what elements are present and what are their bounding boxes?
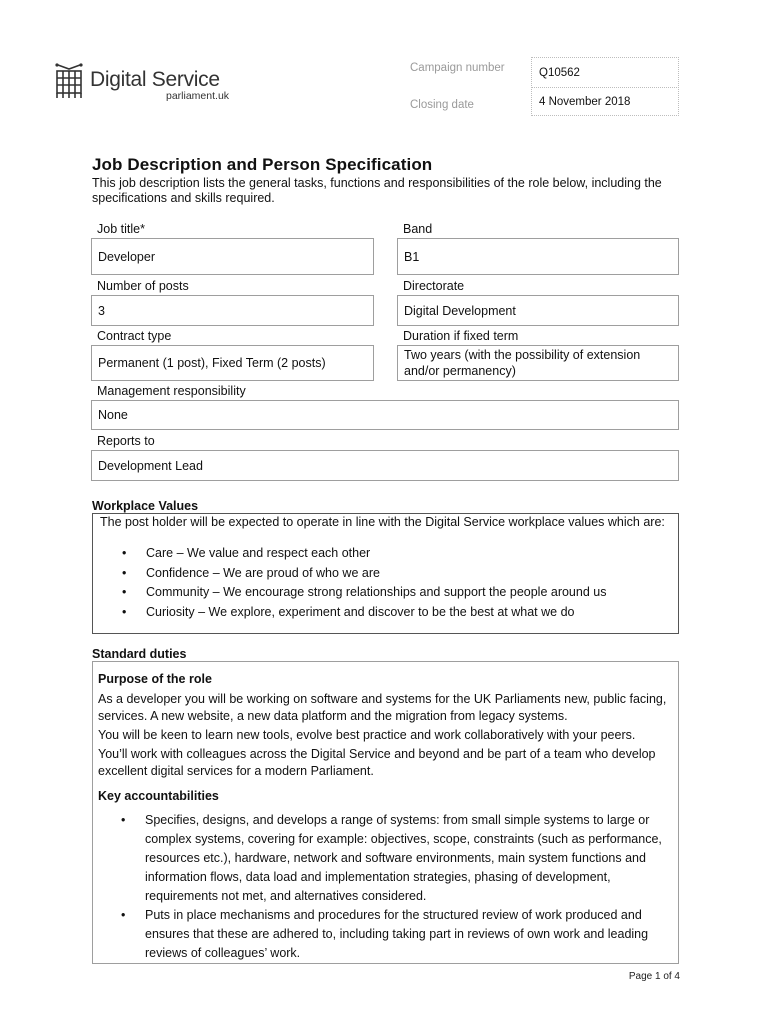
campaign-label: Campaign number <box>410 62 505 74</box>
logo-sub: parliament.uk <box>166 90 230 102</box>
posts-label: Number of posts <box>97 279 189 293</box>
posts-field: 3 <box>91 295 374 326</box>
accountabilities-list <box>93 811 675 963</box>
band-label: Band <box>403 222 433 236</box>
directorate-field: Digital Development <box>397 295 679 326</box>
logo <box>52 62 242 104</box>
duration-field: Two years (with the possibility of extension and/or permanency) <box>397 345 679 381</box>
key-accountabilities-heading: Key accountabilities <box>98 789 219 803</box>
campaign-value: Q10562 <box>531 57 679 88</box>
duration-label: Duration if fixed term <box>403 329 519 343</box>
band-field: B1 <box>397 238 679 275</box>
contract-label: Contract type <box>97 329 172 343</box>
reports-field: Development Lead <box>91 450 679 481</box>
job-title-label: Job title* <box>97 222 145 236</box>
workplace-intro: The post holder will be expected to operate in line with the Digital Service workplace values which are: <box>100 515 665 529</box>
job-title-field: Developer <box>91 238 374 275</box>
logo-brand: Digital Service <box>90 68 220 91</box>
list-item: • Confidence – We are proud of who we are <box>93 565 673 585</box>
list-item: • Specifies, designs, and develops a range of systems: from small simple systems to large or complex systems, covering for example: objectives, scope, constraints (such as performance, resources etc.), hardware, network and software environments, main system functions and information flows, data load and implementation strategies, phasing of development, requirements not met, and alternatives considered. <box>93 811 675 906</box>
management-label: Management responsibility <box>97 384 246 398</box>
list-item: • Curiosity – We explore, experiment and discover to be the best at what we do <box>93 604 673 624</box>
workplace-values-list <box>93 545 673 623</box>
intro-text: This job description lists the general tasks, functions and responsibilities of the role below, including the specifications and skills required. <box>92 176 662 205</box>
closing-label: Closing date <box>410 99 474 111</box>
duties-heading: Standard duties <box>92 647 187 661</box>
duties-paragraph: You’ll work with colleagues across the Digital Service and beyond and be part of a team who develop excellent digital services for a modern Parliament. <box>98 747 656 778</box>
purpose-heading: Purpose of the role <box>98 672 212 686</box>
contract-field: Permanent (1 post), Fixed Term (2 posts) <box>91 345 374 381</box>
page-number: Page 1 of 4 <box>628 971 680 982</box>
duties-box <box>92 661 679 964</box>
duties-paragraph: As a developer you will be working on software and systems for the UK Parliaments new, public facing, services. A new website, a new data platform and the migration from legacy systems. <box>98 692 667 723</box>
duties-paragraph: You will be keen to learn new tools, evolve best practice and work collaboratively with your peers. <box>98 728 636 742</box>
directorate-label: Directorate <box>403 279 465 293</box>
list-item: • Community – We encourage strong relationships and support the people around us <box>93 584 673 604</box>
workplace-box <box>92 513 679 634</box>
management-field: None <box>91 400 679 430</box>
portcullis-icon <box>52 62 86 100</box>
workplace-heading: Workplace Values <box>92 499 199 513</box>
list-item: • Care – We value and respect each other <box>93 545 673 565</box>
closing-value: 4 November 2018 <box>531 87 679 116</box>
list-item: • Puts in place mechanisms and procedures for the structured review of work produced and ensures that these are adhered to, including taking part in reviews of own work and leading reviews of colleagues’ work. <box>93 906 675 963</box>
page-title: Job Description and Person Specification <box>92 155 433 174</box>
reports-label: Reports to <box>97 434 155 448</box>
